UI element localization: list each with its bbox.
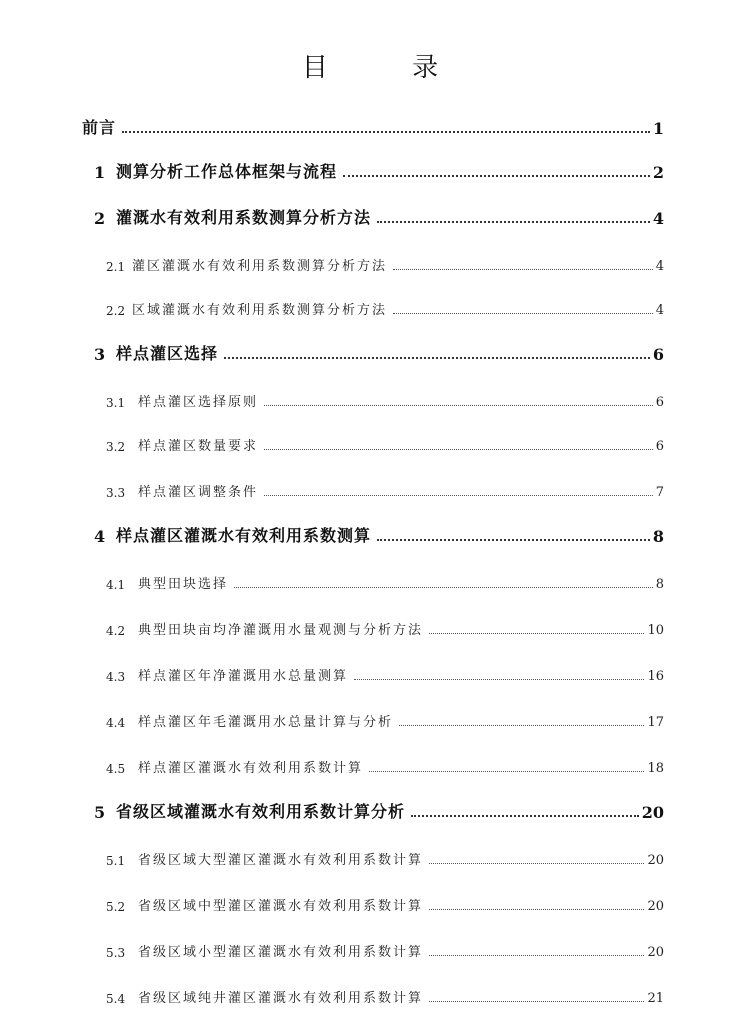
toc-entry-page: 20 xyxy=(641,803,664,822)
toc-entry-page: 7 xyxy=(655,485,664,500)
toc-entry-label: 样点灌区调整条件 xyxy=(138,485,259,500)
toc-entry-number: 3.2 xyxy=(106,440,126,454)
toc-entry-number: 5.1 xyxy=(106,854,126,868)
dot-leader xyxy=(429,1000,644,1002)
toc-entry-number: 3.3 xyxy=(106,486,126,500)
toc-entry-section-4-1[interactable] xyxy=(106,568,664,592)
dot-leader xyxy=(429,632,644,634)
toc-entry-number: 4.3 xyxy=(106,670,126,684)
toc-entry-number: 2.1 xyxy=(106,260,126,274)
toc-entry-section-4-3[interactable] xyxy=(106,660,664,684)
dot-leader xyxy=(354,678,644,680)
toc-entry-page: 17 xyxy=(647,715,664,730)
toc-entry-label: 样点灌区灌溉水有效利用系数测算 xyxy=(116,526,372,545)
toc-entry-label: 样点灌区年净灌溉用水总量测算 xyxy=(138,669,349,684)
dot-leader xyxy=(429,862,644,864)
toc-entry-page: 16 xyxy=(647,669,664,684)
toc-entry-label: 样点灌区选择 xyxy=(116,344,219,363)
toc-entry-label: 省级区域中型灌区灌溉水有效利用系数计算 xyxy=(138,899,424,914)
toc-entry-page: 4 xyxy=(655,303,664,318)
toc-entry-section-3-3[interactable] xyxy=(106,476,664,500)
toc-entry-label: 灌区灌溉水有效利用系数测算分析方法 xyxy=(132,259,388,274)
toc-entry-number: 2.2 xyxy=(106,304,126,318)
dot-leader xyxy=(377,538,650,541)
toc-entry-page: 20 xyxy=(647,853,664,868)
toc-entry-section-5-3[interactable] xyxy=(106,936,664,960)
dot-leader xyxy=(343,174,650,177)
dot-leader xyxy=(377,220,650,223)
toc-entry-label: 样点灌区数量要求 xyxy=(138,439,259,454)
dot-leader xyxy=(411,814,639,817)
toc-entry-number: 4 xyxy=(94,527,106,546)
toc-entry-label: 典型田块选择 xyxy=(138,577,229,592)
toc-entry-chapter-2[interactable] xyxy=(94,204,664,228)
toc-entry-section-4-2[interactable] xyxy=(106,614,664,638)
toc-entry-chapter-4[interactable] xyxy=(94,522,664,546)
toc-entry-page: 8 xyxy=(652,527,664,546)
dot-leader xyxy=(393,268,653,270)
toc-entry-number: 2 xyxy=(94,209,106,228)
toc-entry-label: 样点灌区选择原则 xyxy=(138,395,259,410)
toc-entry-page: 6 xyxy=(655,439,664,454)
toc-entry-page: 20 xyxy=(647,899,664,914)
toc-entry-label: 区域灌溉水有效利用系数测算分析方法 xyxy=(132,303,388,318)
toc-entry-label: 样点灌区灌溉水有效利用系数计算 xyxy=(138,761,364,776)
toc-entry-number: 3 xyxy=(94,345,106,364)
toc-entry-section-5-2[interactable] xyxy=(106,890,664,914)
toc-entry-section-4-5[interactable] xyxy=(106,752,664,776)
toc-entry-chapter-5[interactable] xyxy=(94,798,664,822)
dot-leader xyxy=(122,130,650,133)
dot-leader xyxy=(393,312,653,314)
toc-entry-section-5-4[interactable] xyxy=(106,982,664,1006)
dot-leader xyxy=(224,356,650,359)
toc-entry-chapter-3[interactable] xyxy=(94,340,664,364)
dot-leader xyxy=(369,770,644,772)
toc-entry-page: 10 xyxy=(647,623,664,638)
toc-entry-section-5-1[interactable] xyxy=(106,844,664,868)
toc-entry-number: 4.1 xyxy=(106,578,126,592)
toc-entry-label: 典型田块亩均净灌溉用水量观测与分析方法 xyxy=(138,623,424,638)
toc-entry-number: 3.1 xyxy=(106,396,126,410)
toc-entry-number: 5.3 xyxy=(106,946,126,960)
toc-entry-label: 省级区域纯井灌区灌溉水有效利用系数计算 xyxy=(138,991,424,1006)
toc-entry-section-3-1[interactable] xyxy=(106,386,664,410)
toc-entry-preface[interactable] xyxy=(82,114,664,138)
toc-entry-label: 灌溉水有效利用系数测算分析方法 xyxy=(116,208,372,227)
toc-entry-page: 8 xyxy=(655,577,664,592)
toc-entry-chapter-1[interactable] xyxy=(94,158,664,182)
toc-entry-number: 5 xyxy=(94,803,106,822)
toc-entry-section-2-2[interactable] xyxy=(106,294,664,318)
toc-entry-number: 5.4 xyxy=(106,992,126,1006)
toc-entry-label: 省级区域灌溉水有效利用系数计算分析 xyxy=(116,802,406,821)
dot-leader xyxy=(264,494,653,496)
toc-entry-page: 21 xyxy=(647,991,664,1006)
toc-entry-label: 样点灌区年毛灌溉用水总量计算与分析 xyxy=(138,715,394,730)
dot-leader xyxy=(264,404,653,406)
dot-leader xyxy=(429,954,644,956)
toc-entry-section-4-4[interactable] xyxy=(106,706,664,730)
dot-leader xyxy=(264,448,653,450)
toc-entry-label: 测算分析工作总体框架与流程 xyxy=(116,162,338,181)
toc-entry-page: 6 xyxy=(652,345,664,364)
toc-entry-page: 18 xyxy=(647,761,664,776)
dot-leader xyxy=(429,908,644,910)
toc-entry-label: 省级区域大型灌区灌溉水有效利用系数计算 xyxy=(138,853,424,868)
page-title: 目 录 xyxy=(301,53,477,83)
toc-entry-number: 1 xyxy=(94,163,106,182)
toc-entry-section-2-1[interactable] xyxy=(106,250,664,274)
toc-entry-number: 4.4 xyxy=(106,716,126,730)
toc-entry-page: 4 xyxy=(655,259,664,274)
toc-entry-label: 省级区域小型灌区灌溉水有效利用系数计算 xyxy=(138,945,424,960)
toc-entry-page: 1 xyxy=(652,119,664,138)
toc-entry-label: 前言 xyxy=(82,118,117,137)
toc-entry-number: 5.2 xyxy=(106,900,126,914)
dot-leader xyxy=(234,586,653,588)
toc-entry-page: 20 xyxy=(647,945,664,960)
toc-entry-page: 4 xyxy=(652,209,664,228)
dot-leader xyxy=(399,724,644,726)
toc-entry-number: 4.5 xyxy=(106,762,126,776)
toc-entry-page: 2 xyxy=(652,163,664,182)
toc-entry-page: 6 xyxy=(655,395,664,410)
toc-entry-number: 4.2 xyxy=(106,624,126,638)
toc-entry-section-3-2[interactable] xyxy=(106,430,664,454)
